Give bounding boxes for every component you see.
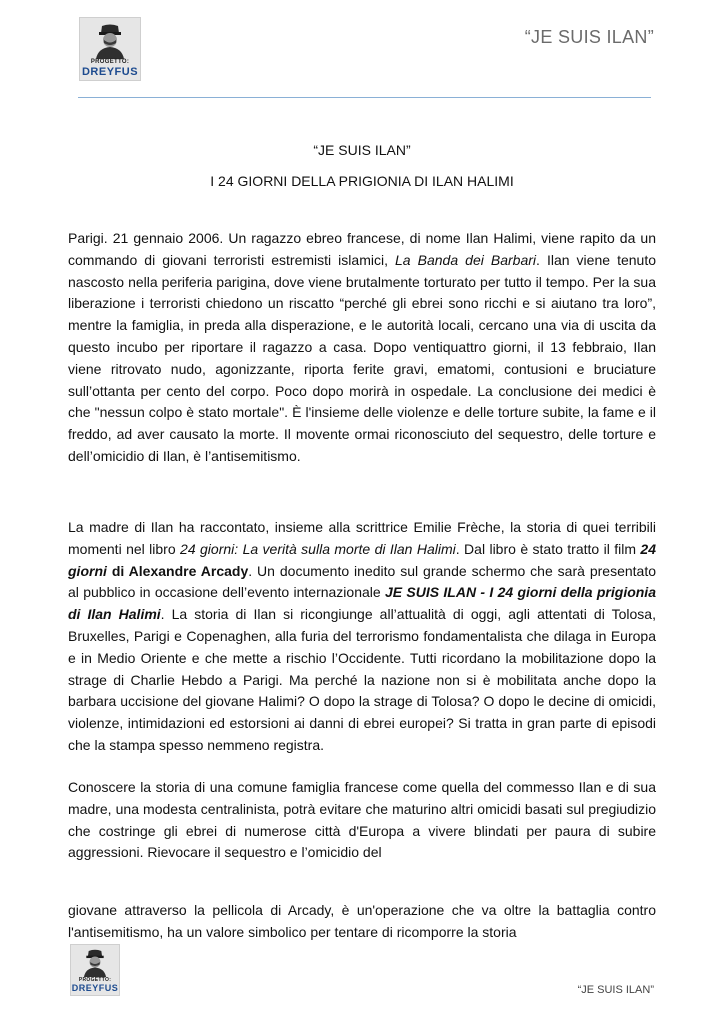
- soldier-portrait-icon: [79, 947, 111, 977]
- logo-line-2: DREYFUS: [81, 66, 139, 78]
- footer-logo-line-1: PROGETTO:: [78, 977, 112, 983]
- paragraph-2-text-d: . La storia di Ilan si ricongiunge all’attualità di oggi, agli attentati di Tolosa, Bruxelles, Parigi e Copenaghen, alla furia del terrorismo fondamentalista che dilaga in Europa e in Medio Oriente e che mette a rischio l’Occidente. Tutti ricordano la mobilitazione dopo la strage di Charlie Hebdo a Parigi. Ma perché la nazione non si è mobilitata anche dopo la barbara uccisione del giovane Halimi? O dopo la strage di Tolosa? O dopo le decine di omicidi, violenze, intimidazioni ed estorsioni ai danni di ebrei europei? Si tratta in gran parte di episodi che la stampa spesso nemmeno registra.: [68, 606, 656, 753]
- logo-line-1: PROGETTO:: [90, 59, 130, 65]
- event-title: JE SUIS ILAN - I 24 giorni della prigionia di Ilan Halimi: [68, 584, 656, 623]
- project-logo: [79, 17, 141, 81]
- header-divider: [78, 97, 651, 98]
- footer-title: “JE SUIS ILAN”: [577, 984, 654, 996]
- film-director: di Alexandre Arcady: [106, 562, 249, 579]
- paragraph-3: Conoscere la storia di una comune famiglia francese come quella del commesso Ilan e di sua madre, una modesta centralinista, potrà evitare che maturino altri omicidi basati sul pregiudizio che costringe gli ebrei di numerose città d'Europa a vivere blindati per paura di subire aggressioni. Rievocare il sequestro e l’omicidio del: [68, 779, 656, 861]
- paragraph-2-text-a: La madre di Ilan ha raccontato, insieme alla scrittrice Emilie Frèche, la storia di quei terribili momenti nel libro: [68, 519, 656, 557]
- soldier-portrait-icon: [90, 21, 130, 59]
- document-title: “JE SUIS ILAN”: [313, 142, 411, 158]
- header-title: “JE SUIS ILAN”: [524, 27, 654, 47]
- paragraph-1-text-a: Parigi. 21 gennaio 2006. Un ragazzo ebreo francese, di nome Ilan Halimi, viene rapito da un commando di giovani terroristi estremisti islamici,: [68, 230, 656, 268]
- document-subtitle: I 24 GIORNI DELLA PRIGIONIA DI ILAN HALIMI: [210, 173, 514, 189]
- paragraph-2-text-c: . Un documento inedito sul grande schermo che sarà presentato al pubblico in occasione dell’evento internazionale: [68, 562, 656, 601]
- footer-logo: [70, 944, 120, 996]
- paragraph-2: [68, 517, 656, 757]
- paragraph-1-italic: La Banda dei Barbari: [395, 251, 537, 268]
- paragraph-4: giovane attraverso la pellicola di Arcady, è un'operazione che va oltre la battaglia contro l'antisemitismo, ha un valore simbolico per tentare di ricomporre la storia: [68, 902, 656, 940]
- book-title: 24 giorni: La verità sulla morte di Ilan Halimi: [180, 540, 456, 557]
- paragraph-2-text-b: . Dal libro è stato tratto il film: [455, 540, 641, 557]
- film-title: 24 giorni: [68, 540, 656, 579]
- footer-logo-line-2: DREYFUS: [71, 983, 119, 993]
- paragraph-1-text-b: . Ilan viene tenuto nascosto nella periferia parigina, dove viene brutalmente torturato per tutto il tempo. Per la sua liberazione i terroristi chiedono un riscatto “perché gli ebrei sono ricchi e si aiutano tra loro”, mentre la famiglia, in preda alla disperazione, e le autorità locali, cercano una via di uscita da questo incubo per riportare il ragazzo a casa. Dopo ventiquattro giorni, il 13 febbraio, Ilan viene ritrovato nudo, agonizzante, riporta ferite gravi, ematomi, contusioni e bruciature sull’ottanta per cento del corpo. Poco dopo morirà in ospedale. La conclusione dei medici è che "nessun colpo è stato mortale". È l'insieme delle violenze e delle torture subite, la fame e il freddo, ad aver causato la morte. Il movente ormai riconosciuto del sequestro, delle torture e dell’omicidio di Ilan, è l’antisemitismo.: [68, 251, 656, 464]
- paragraph-1: [68, 228, 656, 468]
